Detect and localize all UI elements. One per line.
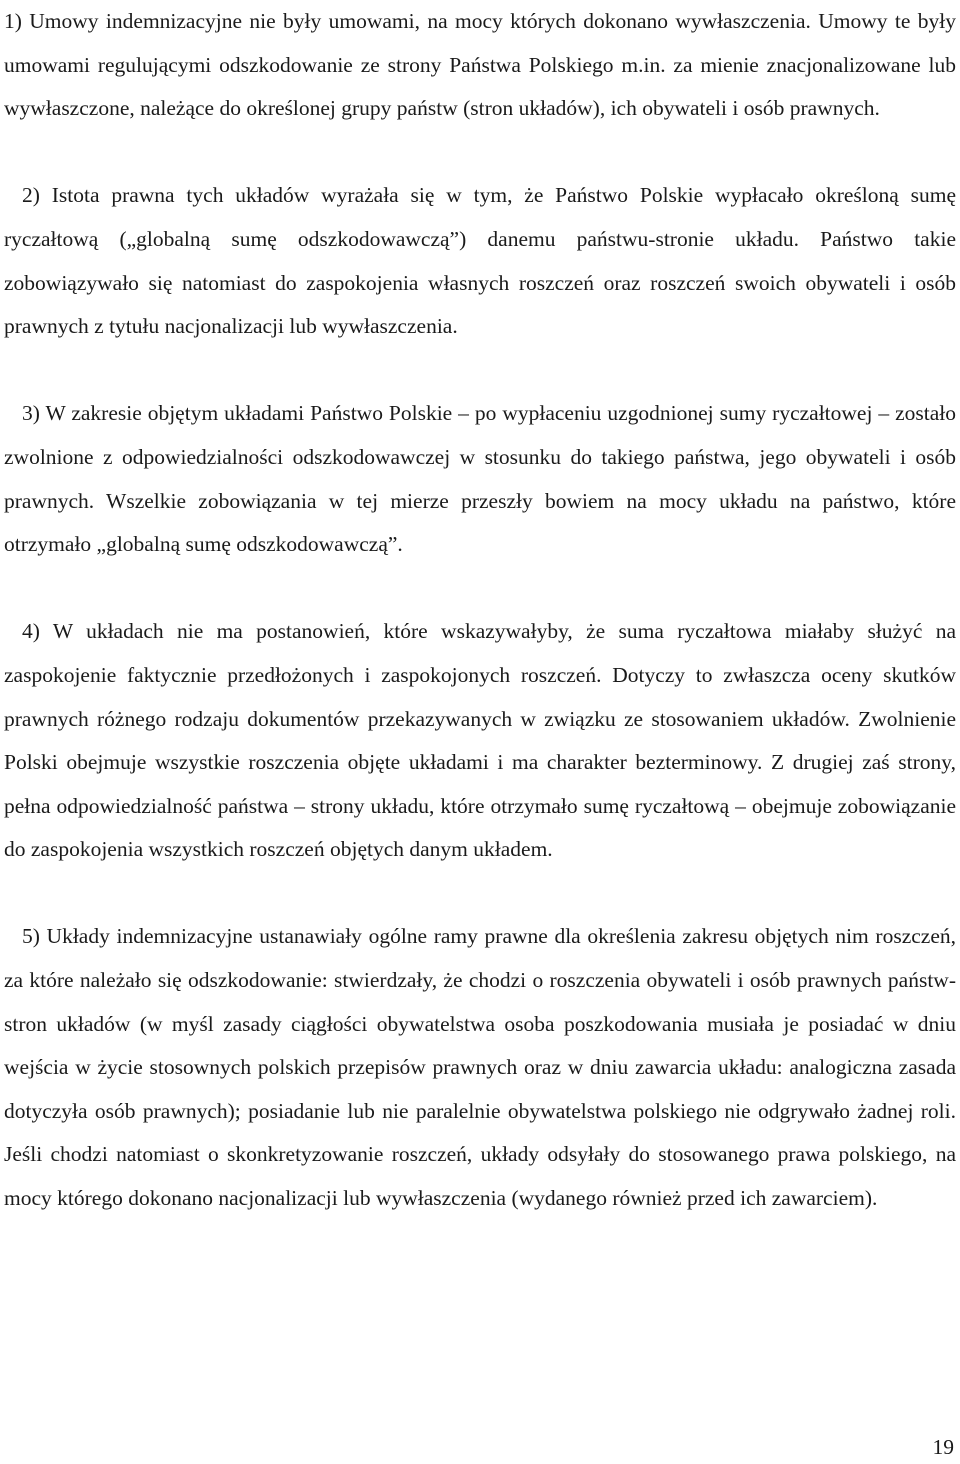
paragraph-3: 3) W zakresie objętym układami Państwo Polskie – po wypłaceniu uzgodnionej sumy ryczałtowej – zostało zwolnione z odpowiedzialności odszkodowawczej w stosunku do takiego państwa, jego obywateli i osób prawnych. Wszelkie zobowiązania w tej mierze przeszły bowiem na mocy układu na państwo, które otrzymało „globalną sumę odszkodowawczą”. — [4, 401, 956, 557]
paragraph-2: 2) Istota prawna tych układów wyrażała się w tym, że Państwo Polskie wypłacało określoną sumę ryczałtową („globalną sumę odszkodowawczą”) danemu państwu-stronie układu. Państwo takie zobowiązywało się natomiast do zaspokojenia własnych roszczeń oraz roszczeń swoich obywateli i osób prawnych z tytułu nacjonalizacji lub wywłaszczenia. — [4, 183, 956, 339]
document-body — [4, 0, 956, 1221]
paragraph-4: 4) W układach nie ma postanowień, które wskazywałyby, że suma ryczałtowa miałaby służyć na zaspokojenie faktycznie przedłożonych i zaspokojonych roszczeń. Dotyczy to zwłaszcza oceny skutków prawnych różnego rodzaju dokumentów przekazywanych w związku ze stosowaniem układów. Zwolnienie Polski obejmuje wszystkie roszczenia objęte układami i ma charakter bezterminowy. Z drugiej zaś strony, pełna odpowiedzialność państwa – strony układu, które otrzymało sumę ryczałtową – obejmuje zobowiązanie do zaspokojenia wszystkich roszczeń objętych danym układem. — [4, 619, 956, 862]
paragraph-1: 1) Umowy indemnizacyjne nie były umowami, na mocy których dokonano wywłaszczenia. Umowy te były umowami regulującymi odszkodowanie ze strony Państwa Polskiego m.in. za mienie znacjonalizowane lub wywłaszczone, należące do określonej grupy państw (stron układów), ich obywateli i osób prawnych. — [4, 9, 956, 121]
page-number: 19 — [932, 1435, 954, 1459]
paragraph-5: 5) Układy indemnizacyjne ustanawiały ogólne ramy prawne dla określenia zakresu objętych nim roszczeń, za które należało się odszkodowanie: stwierdzały, że chodzi o roszczenia obywateli i osób prawnych państw-stron układów (w myśl zasady ciągłości obywatelstwa osoba poszkodowania musiała je posiadać w dniu wejścia w życie stosownych polskich przepisów prawnych oraz w dniu zawarcia układu: analogiczna zasada dotyczyła osób prawnych); posiadanie lub nie paralelnie obywatelstwa polskiego nie odgrywało żadnej roli. Jeśli chodzi natomiast o skonkretyzowanie roszczeń, układy odsyłały do stosowanego prawa polskiego, na mocy którego dokonano nacjonalizacji lub wywłaszczenia (wydanego również przed ich zawarciem). — [4, 924, 956, 1211]
